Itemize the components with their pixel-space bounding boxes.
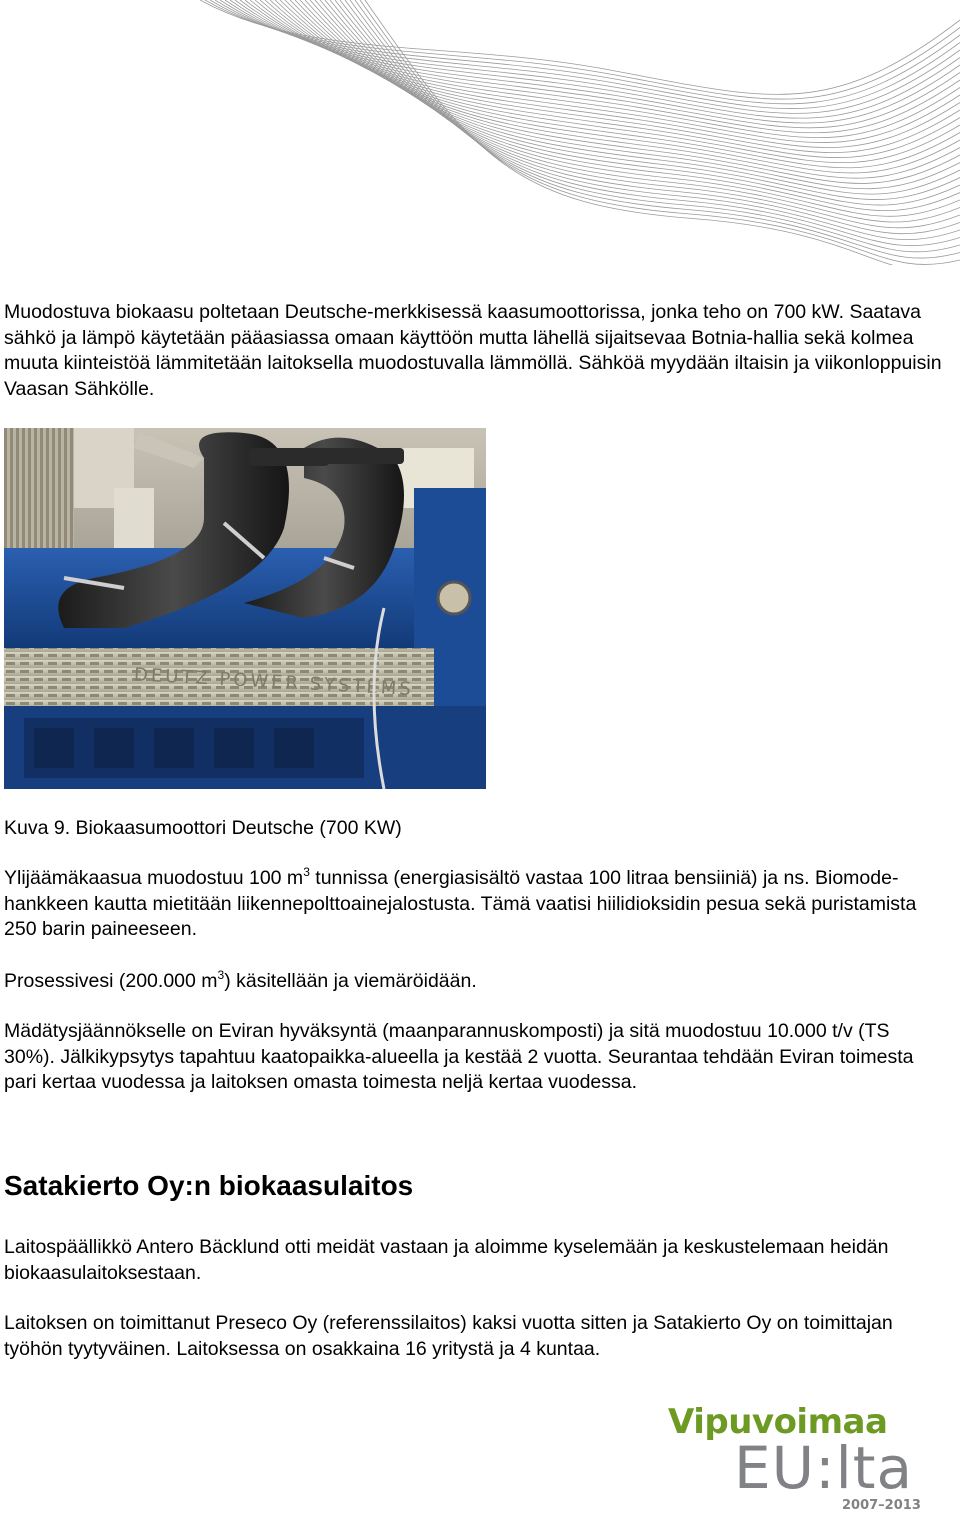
- decor-wave-line: [330, 0, 960, 228]
- decor-wave-line: [220, 0, 960, 113]
- meeting-paragraph: Laitospäällikkö Antero Bäcklund otti meidät vastaan ja aloimme kyselemään ja keskustelemaan heidän biokaasulaitoksestaan.: [4, 1236, 889, 1284]
- eu-logo: [664, 1402, 924, 1518]
- logo-top-text: Vipuvoimaa: [668, 1402, 888, 1442]
- engine-photo: [4, 428, 486, 789]
- decor-wave-line: [215, 0, 960, 109]
- intro-paragraph: Muodostuva biokaasu poltetaan Deutsche-merkkisessä kaasumoottorissa, jonka teho on 700 kW. Saatava sähkö ja lämpö käytetään pääasiassa omaan käyttöön mutta lähellä sijaitsevaa Botnia-hallia sekä kolmea muuta kiinteistöä lämmitetään laitoksella muodostuvalla lämmöllä. Sähköä myydään iltaisin ja viikonloppuisin Vaasan Sähkölle.: [4, 301, 942, 400]
- decor-wave-line: [345, 0, 960, 246]
- decor-wave-line: [240, 0, 960, 133]
- decor-wave-line: [320, 0, 960, 216]
- decor-wave-line: [260, 0, 960, 153]
- logo-years: 2007–2013: [842, 1498, 921, 1513]
- decor-wave-line: [315, 0, 960, 211]
- decor-wave-line: [355, 0, 960, 258]
- engine-plate-text: DEUTZ POWER SYSTEMS: [133, 664, 415, 700]
- decor-wave-line: [200, 0, 960, 94]
- decor-wave-line: [230, 0, 960, 123]
- section-heading: Satakierto Oy:n biokaasulaitos: [4, 1170, 414, 1201]
- decor-wave-line: [270, 0, 960, 163]
- decorative-wave-lines: [190, 0, 960, 265]
- digestate-paragraph: Mädätysjäännökselle on Eviran hyväksyntä (maanparannuskomposti) ja sitä muodostuu 10.000 t/v (TS 30%). Jälkikypsytys tapahtuu kaatopaikka-alueella ja kestää 2 vuotta. Seurantaa tehdään Eviran toimesta pari kertaa vuodessa ja laitoksen omasta toimesta neljä kertaa vuodessa.: [4, 1020, 914, 1093]
- surplus-gas-paragraph: Ylijäämäkaasua muodostuu 100 $m^3$ tunnissa (energiasisältö vastaa 100 litraa bensiiniä) ja ns. Biomode-hankkeen kautta mietitään liikennepolttoainejalostusta. Tämä vaatisi hiilidioksidin pesua sekä puristamista 250 barin paineeseen.: [4, 865, 917, 940]
- decor-wave-line: [210, 0, 960, 104]
- figure-caption: Kuva 9. Biokaasumoottori Deutsche (700 KW): [4, 817, 402, 839]
- decor-wave-line: [235, 0, 960, 128]
- logo-main-text: EU:lta: [734, 1434, 914, 1502]
- process-water-paragraph: Prosessivesi (200.000 $m^3$) käsitellään ja viemäröidään.: [4, 968, 477, 992]
- supplier-paragraph: Laitoksen on toimittanut Preseco Oy (referenssilaitos) kaksi vuotta sitten ja Satakierto Oy on toimittajan työhön tyytyväinen. Laitoksessa on osakkaina 16 yritystä ja 4 kuntaa.: [4, 1312, 893, 1360]
